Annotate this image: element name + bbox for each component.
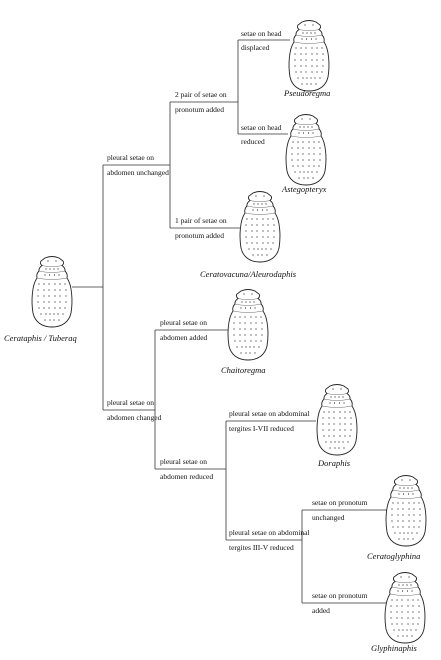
label-pron-added-line2: added: [312, 606, 330, 615]
taxon-ceratovacuna: Ceratovacuna/Aleurodaphis: [200, 269, 297, 279]
label-head-reduced-line1: setae on head: [241, 123, 282, 132]
label-abd-reduced-line2: abdomen reduced: [160, 472, 214, 481]
label-two-pair-line2: pronotum added: [175, 105, 224, 114]
label-lower-line1: pleural setae on: [107, 398, 155, 407]
label-two-pair-line1: 2 pair of setae on: [175, 90, 227, 99]
taxon-astegopteryx: Astegopteryx: [282, 184, 327, 194]
aphid-pseudoregma: [289, 21, 329, 92]
taxon-root: Cerataphis / Tuberaq: [4, 333, 77, 343]
label-head-displaced-line2: displaced: [241, 43, 270, 52]
label-pron-unchanged-line2: unchanged: [312, 513, 345, 522]
label-one-pair-line2: pronotum added: [175, 231, 224, 240]
label-abd-added-line1: pleural setae on: [160, 318, 208, 327]
label-lower-line2: abdomen changed: [107, 413, 162, 422]
label-head-displaced-line1: setae on head: [241, 29, 282, 38]
label-terg-1-7-line2: tergites I-VII reduced: [229, 424, 294, 433]
aphid-glyphinaphis: [385, 573, 425, 644]
label-pron-unchanged-line1: setae on pronotum: [312, 498, 368, 507]
label-pron-added-line1: setae on pronotum: [312, 591, 368, 600]
aphid-ceratoglyphina: [386, 476, 426, 547]
label-upper-line1: pleural setae on: [107, 153, 155, 162]
taxon-ceratoglyphina: Ceratoglyphina: [367, 551, 421, 561]
aphid-ceratovacuna: [240, 192, 280, 263]
taxon-chaitoregma: Chaitoregma: [221, 365, 266, 375]
aphid-doraphis: [317, 385, 357, 456]
label-terg-1-7-line1: pleural setae on abdominal: [229, 409, 310, 418]
taxon-doraphis: Doraphis: [318, 458, 351, 468]
label-terg-3-5-line2: tergites III-V reduced: [229, 543, 294, 552]
label-head-reduced-line2: reduced: [241, 137, 265, 146]
aphid-chaitoregma: [228, 290, 268, 361]
label-one-pair-line1: 1 pair of setae on: [175, 216, 227, 225]
label-upper-line2: abdomen unchanged: [107, 168, 169, 177]
aphid-astegopteryx: [286, 115, 326, 186]
taxon-pseudoregma: Pseudoregma: [284, 88, 331, 98]
label-terg-3-5-line1: pleural setae on abdominal: [229, 528, 310, 537]
taxon-glyphinaphis: Glyphinaphis: [371, 643, 417, 653]
aphid-root: [32, 257, 72, 328]
label-abd-reduced-line1: pleural setae on: [160, 457, 208, 466]
label-abd-added-line2: abdomen added: [160, 333, 208, 342]
